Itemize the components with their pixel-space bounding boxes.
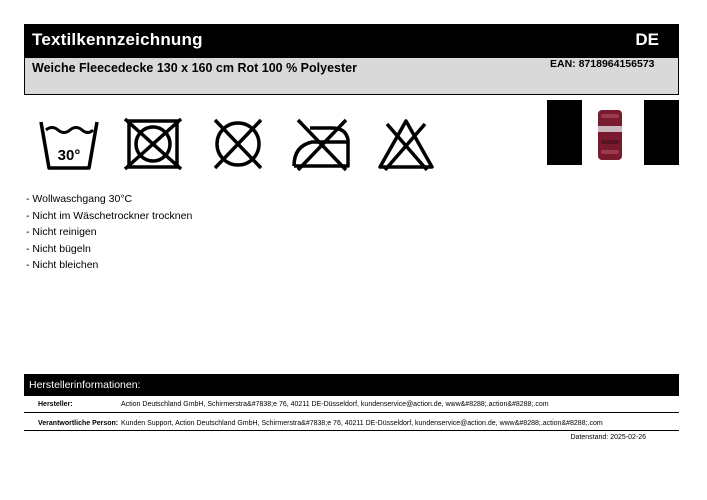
product-box [24, 57, 679, 95]
product-name: Weiche Fleecedecke 130 x 160 cm Rot 100 % Polyester [32, 61, 357, 75]
manufacturer-divider [24, 412, 679, 413]
responsible-label: Verantwortliche Person: [38, 420, 119, 427]
manufacturer-header [24, 374, 679, 396]
no-bleach-icon [375, 116, 437, 172]
instruction-clean: - Nicht reinigen [26, 226, 97, 238]
language-code: DE [635, 30, 659, 49]
no-dry-clean-icon [207, 116, 269, 172]
responsible-divider [24, 430, 679, 431]
product-photo [588, 104, 632, 162]
ean-code: EAN: 8718964156573 [550, 58, 655, 70]
title-bar [24, 24, 679, 57]
instruction-wash: - Wollwaschgang 30°C [26, 193, 133, 205]
responsible-value: Kunden Support, Action Deutschland GmbH, Schirmerstra&#7838;e 76, 40211 DE-Düsseldorf, kundenservice@action.de, www&#8288;.action&#8288;.com [121, 420, 603, 427]
page-title: Textilkennzeichnung [32, 30, 203, 49]
product-image-left [547, 100, 582, 165]
data-date: Datenstand: 2025-02-26 [570, 434, 646, 441]
wash-30-icon [38, 116, 100, 172]
manufacturer-label: Hersteller: [38, 401, 73, 408]
no-tumble-dry-icon [122, 116, 184, 172]
product-image-right [644, 100, 679, 165]
wash-temperature-label: 30° [57, 147, 81, 164]
manufacturer-value: Action Deutschland GmbH, Schirmerstra&#7838;e 76, 40211 DE-Düsseldorf, kundenservice@action.de, www&#8288;.action&#8288;.com [121, 401, 549, 408]
manufacturer-heading: Herstellerinformationen: [29, 379, 141, 391]
instruction-bleach: - Nicht bleichen [26, 259, 99, 271]
no-iron-icon [290, 116, 352, 172]
instruction-iron: - Nicht bügeln [26, 243, 91, 255]
instruction-dryer: - Nicht im Wäschetrockner trocknen [26, 210, 193, 222]
